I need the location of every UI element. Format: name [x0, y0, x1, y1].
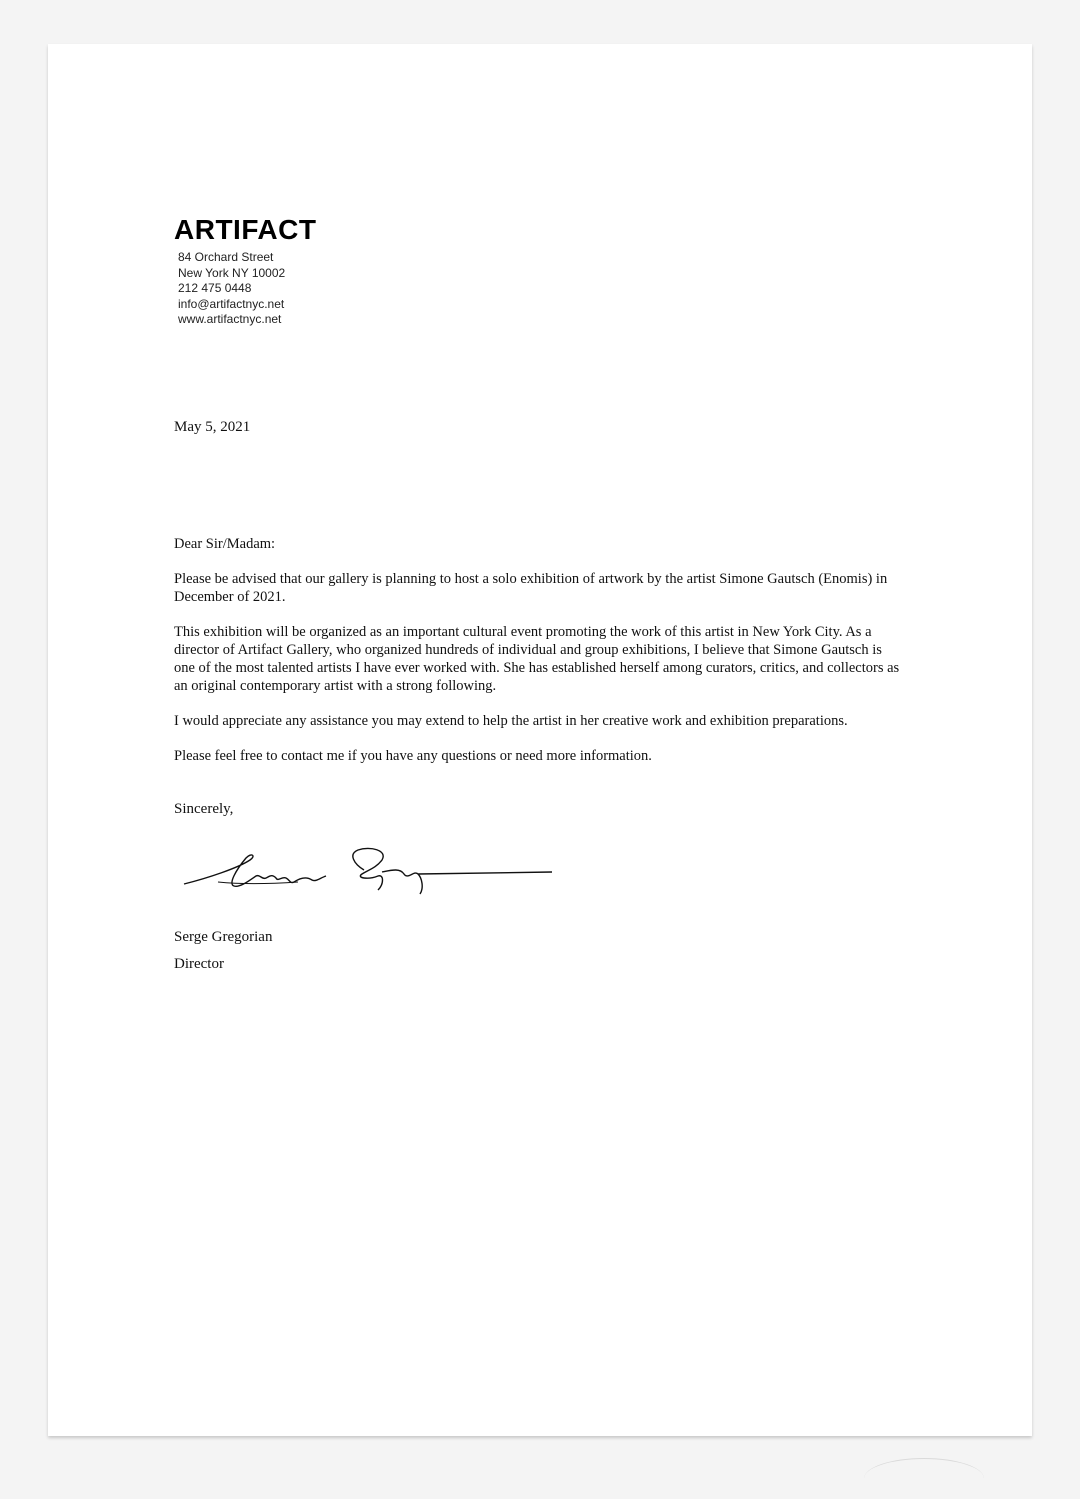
letter-date: May 5, 2021	[174, 419, 251, 435]
salutation: Dear Sir/Madam:	[174, 536, 276, 552]
paragraph-3: I would appreciate any assistance you may extend to help the artist in her creative work and exhibition preparations.	[174, 713, 848, 729]
letter-body	[174, 535, 904, 782]
closing: Sincerely,	[174, 801, 234, 817]
address-city: New York NY 10002	[178, 265, 286, 280]
handwritten-signature	[178, 840, 558, 900]
signer-title: Director	[174, 956, 224, 972]
letter-page	[48, 44, 1032, 1436]
artifact-logo: ARTIFACT	[174, 214, 317, 245]
address-phone: 212 475 0448	[178, 281, 252, 295]
page-corner-shadow	[864, 1458, 984, 1499]
paragraph-1: Please be advised that our gallery is planning to host a solo exhibition of artwork by the artist Simone Gautsch (Enomis) in December of 2021.	[174, 571, 888, 605]
address-email[interactable]: info@artifactnyc.net	[178, 296, 285, 311]
letterhead-address	[178, 250, 285, 328]
address-website[interactable]: www.artifactnyc.net	[178, 312, 282, 326]
paragraph-2: This exhibition will be organized as an important cultural event promoting the work of this artist in New York City. As a director of Artifact Gallery, who organized hundreds of individual and group exhibitions, I believe that Simone Gautsch is one of the most talented artists I have ever worked with. She has established herself among curators, critics, and collectors as an original contemporary artist with a strong following.	[174, 624, 900, 694]
signer-name: Serge Gregorian	[174, 929, 273, 945]
address-street: 84 Orchard Street	[178, 250, 274, 264]
paragraph-4: Please feel free to contact me if you have any questions or need more information.	[174, 748, 652, 764]
